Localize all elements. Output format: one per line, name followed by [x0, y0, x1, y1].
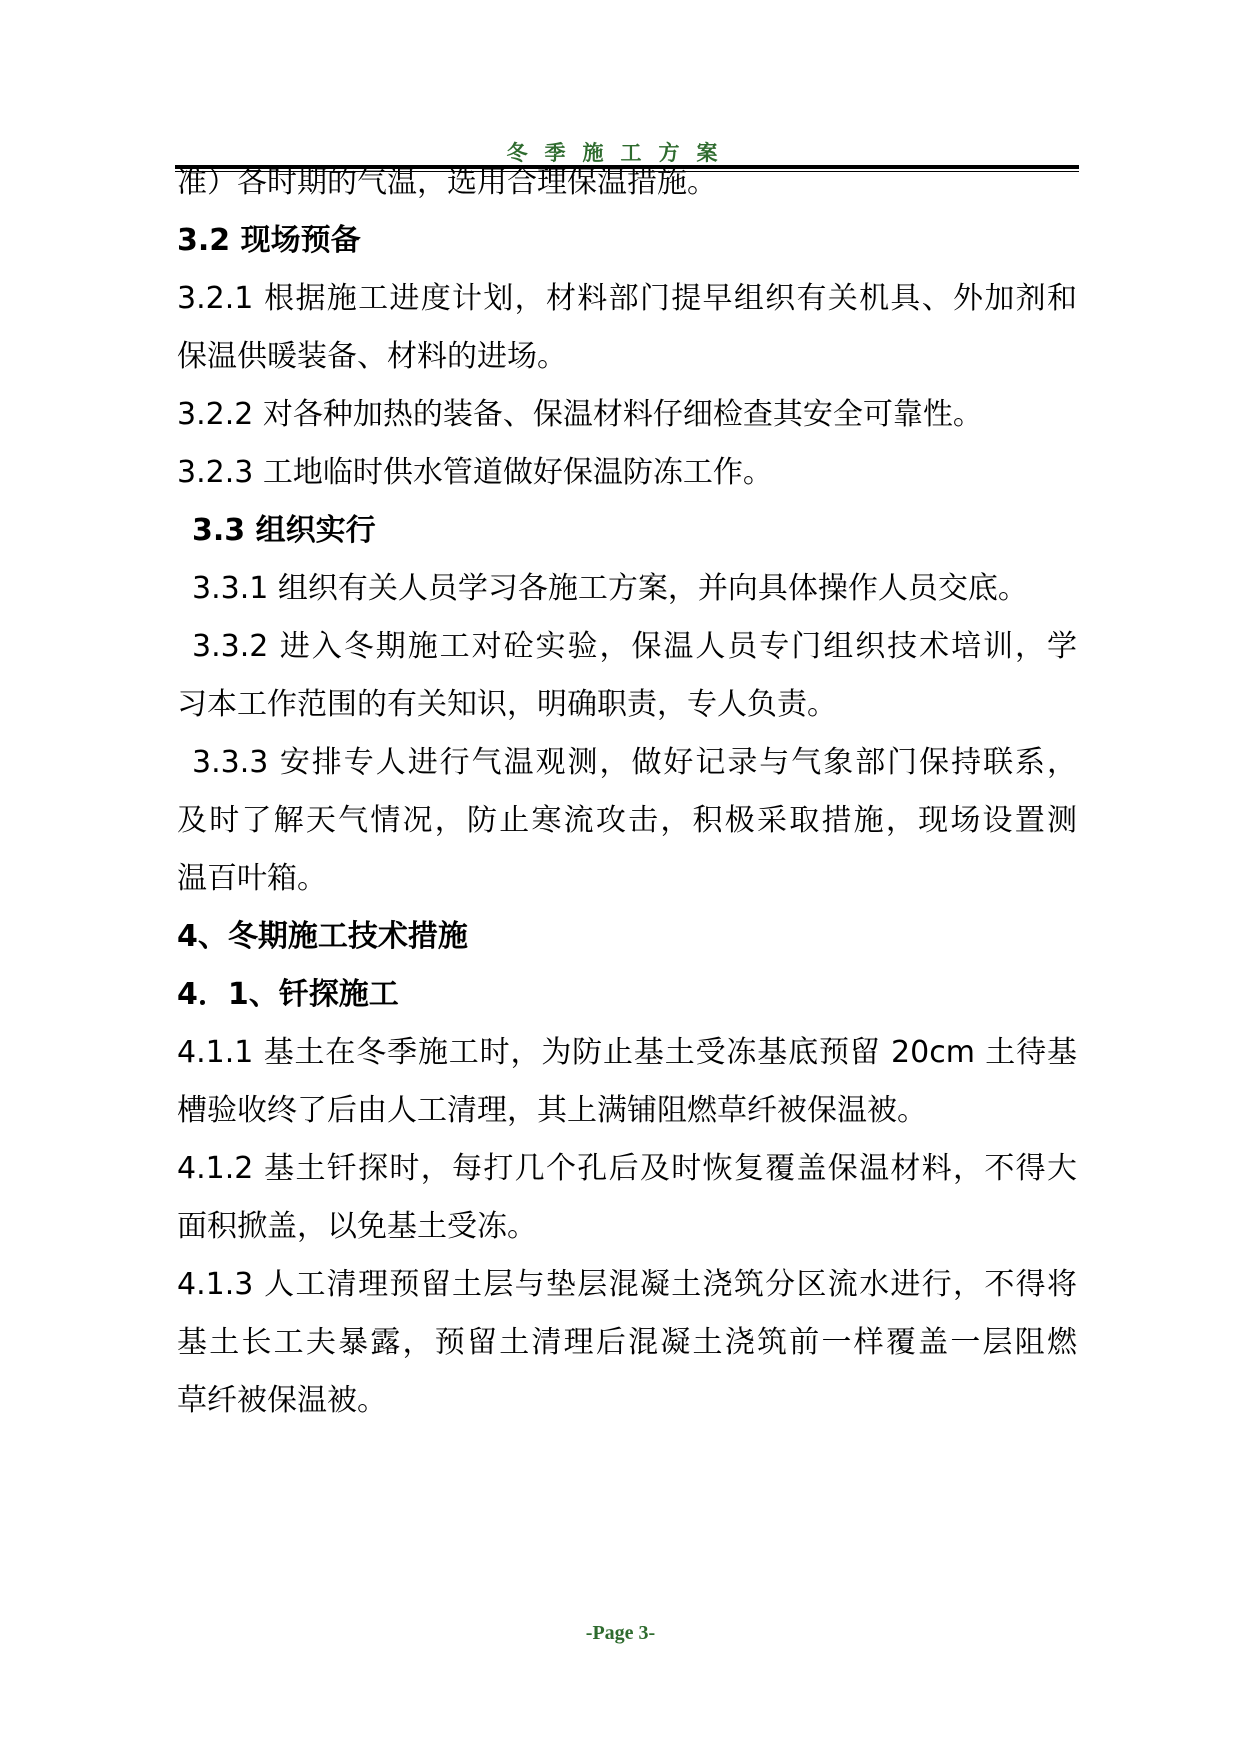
body-line: 基土长工夫暴露，预留土清理后混凝土浇筑前一样覆盖一层阻燃 — [177, 1325, 1077, 1360]
section-heading-4: 4、冬期施工技术措施 — [177, 919, 468, 954]
body-line: 4.1.1 基土在冬季施工时，为防止基土受冻基底预留 20cm 土待基 — [177, 1035, 1077, 1070]
body-line: 准）各时期的气温，选用合理保温措施。 — [177, 165, 717, 200]
body-line: 保温供暖装备、材料的进场。 — [177, 339, 567, 374]
body-line: 习本工作范围的有关知识，明确职责，专人负责。 — [177, 687, 837, 722]
section-heading-3-2: 3.2 现场预备 — [177, 223, 361, 258]
body-line: 草纤被保温被。 — [177, 1383, 387, 1418]
body-line: 及时了解天气情况，防止寒流攻击，积极采取措施，现场设置测 — [177, 803, 1077, 838]
body-line: 3.2.3 工地临时供水管道做好保温防冻工作。 — [177, 455, 773, 490]
body-line: 3.3.2 进入冬期施工对砼实验，保温人员专门组织技术培训，学 — [192, 629, 1077, 664]
body-line: 面积掀盖，以免基土受冻。 — [177, 1209, 537, 1244]
body-line: 4.1.2 基土钎探时，每打几个孔后及时恢复覆盖保温材料，不得大 — [177, 1151, 1077, 1186]
body-line: 3.3.3 安排专人进行气温观测，做好记录与气象部门保持联系， — [192, 745, 1077, 780]
body-line: 温百叶箱。 — [177, 861, 327, 896]
section-heading-4-1: 4．1、钎探施工 — [177, 977, 399, 1012]
body-line: 3.2.1 根据施工进度计划，材料部门提早组织有关机具、外加剂和 — [177, 281, 1077, 316]
body-line: 3.2.2 对各种加热的装备、保温材料仔细检查其安全可靠性。 — [177, 397, 983, 432]
header-title: 冬季施工方案 — [506, 140, 735, 165]
page-number: -Page 3- — [585, 1622, 656, 1644]
body-line: 槽验收终了后由人工清理，其上满铺阻燃草纤被保温被。 — [177, 1093, 927, 1128]
body-line: 3.3.1 组织有关人员学习各施工方案，并向具体操作人员交底。 — [192, 571, 1028, 606]
body-line: 4.1.3 人工清理预留土层与垫层混凝土浇筑分区流水进行，不得将 — [177, 1267, 1077, 1302]
section-heading-3-3: 3.3 组织实行 — [192, 513, 376, 548]
